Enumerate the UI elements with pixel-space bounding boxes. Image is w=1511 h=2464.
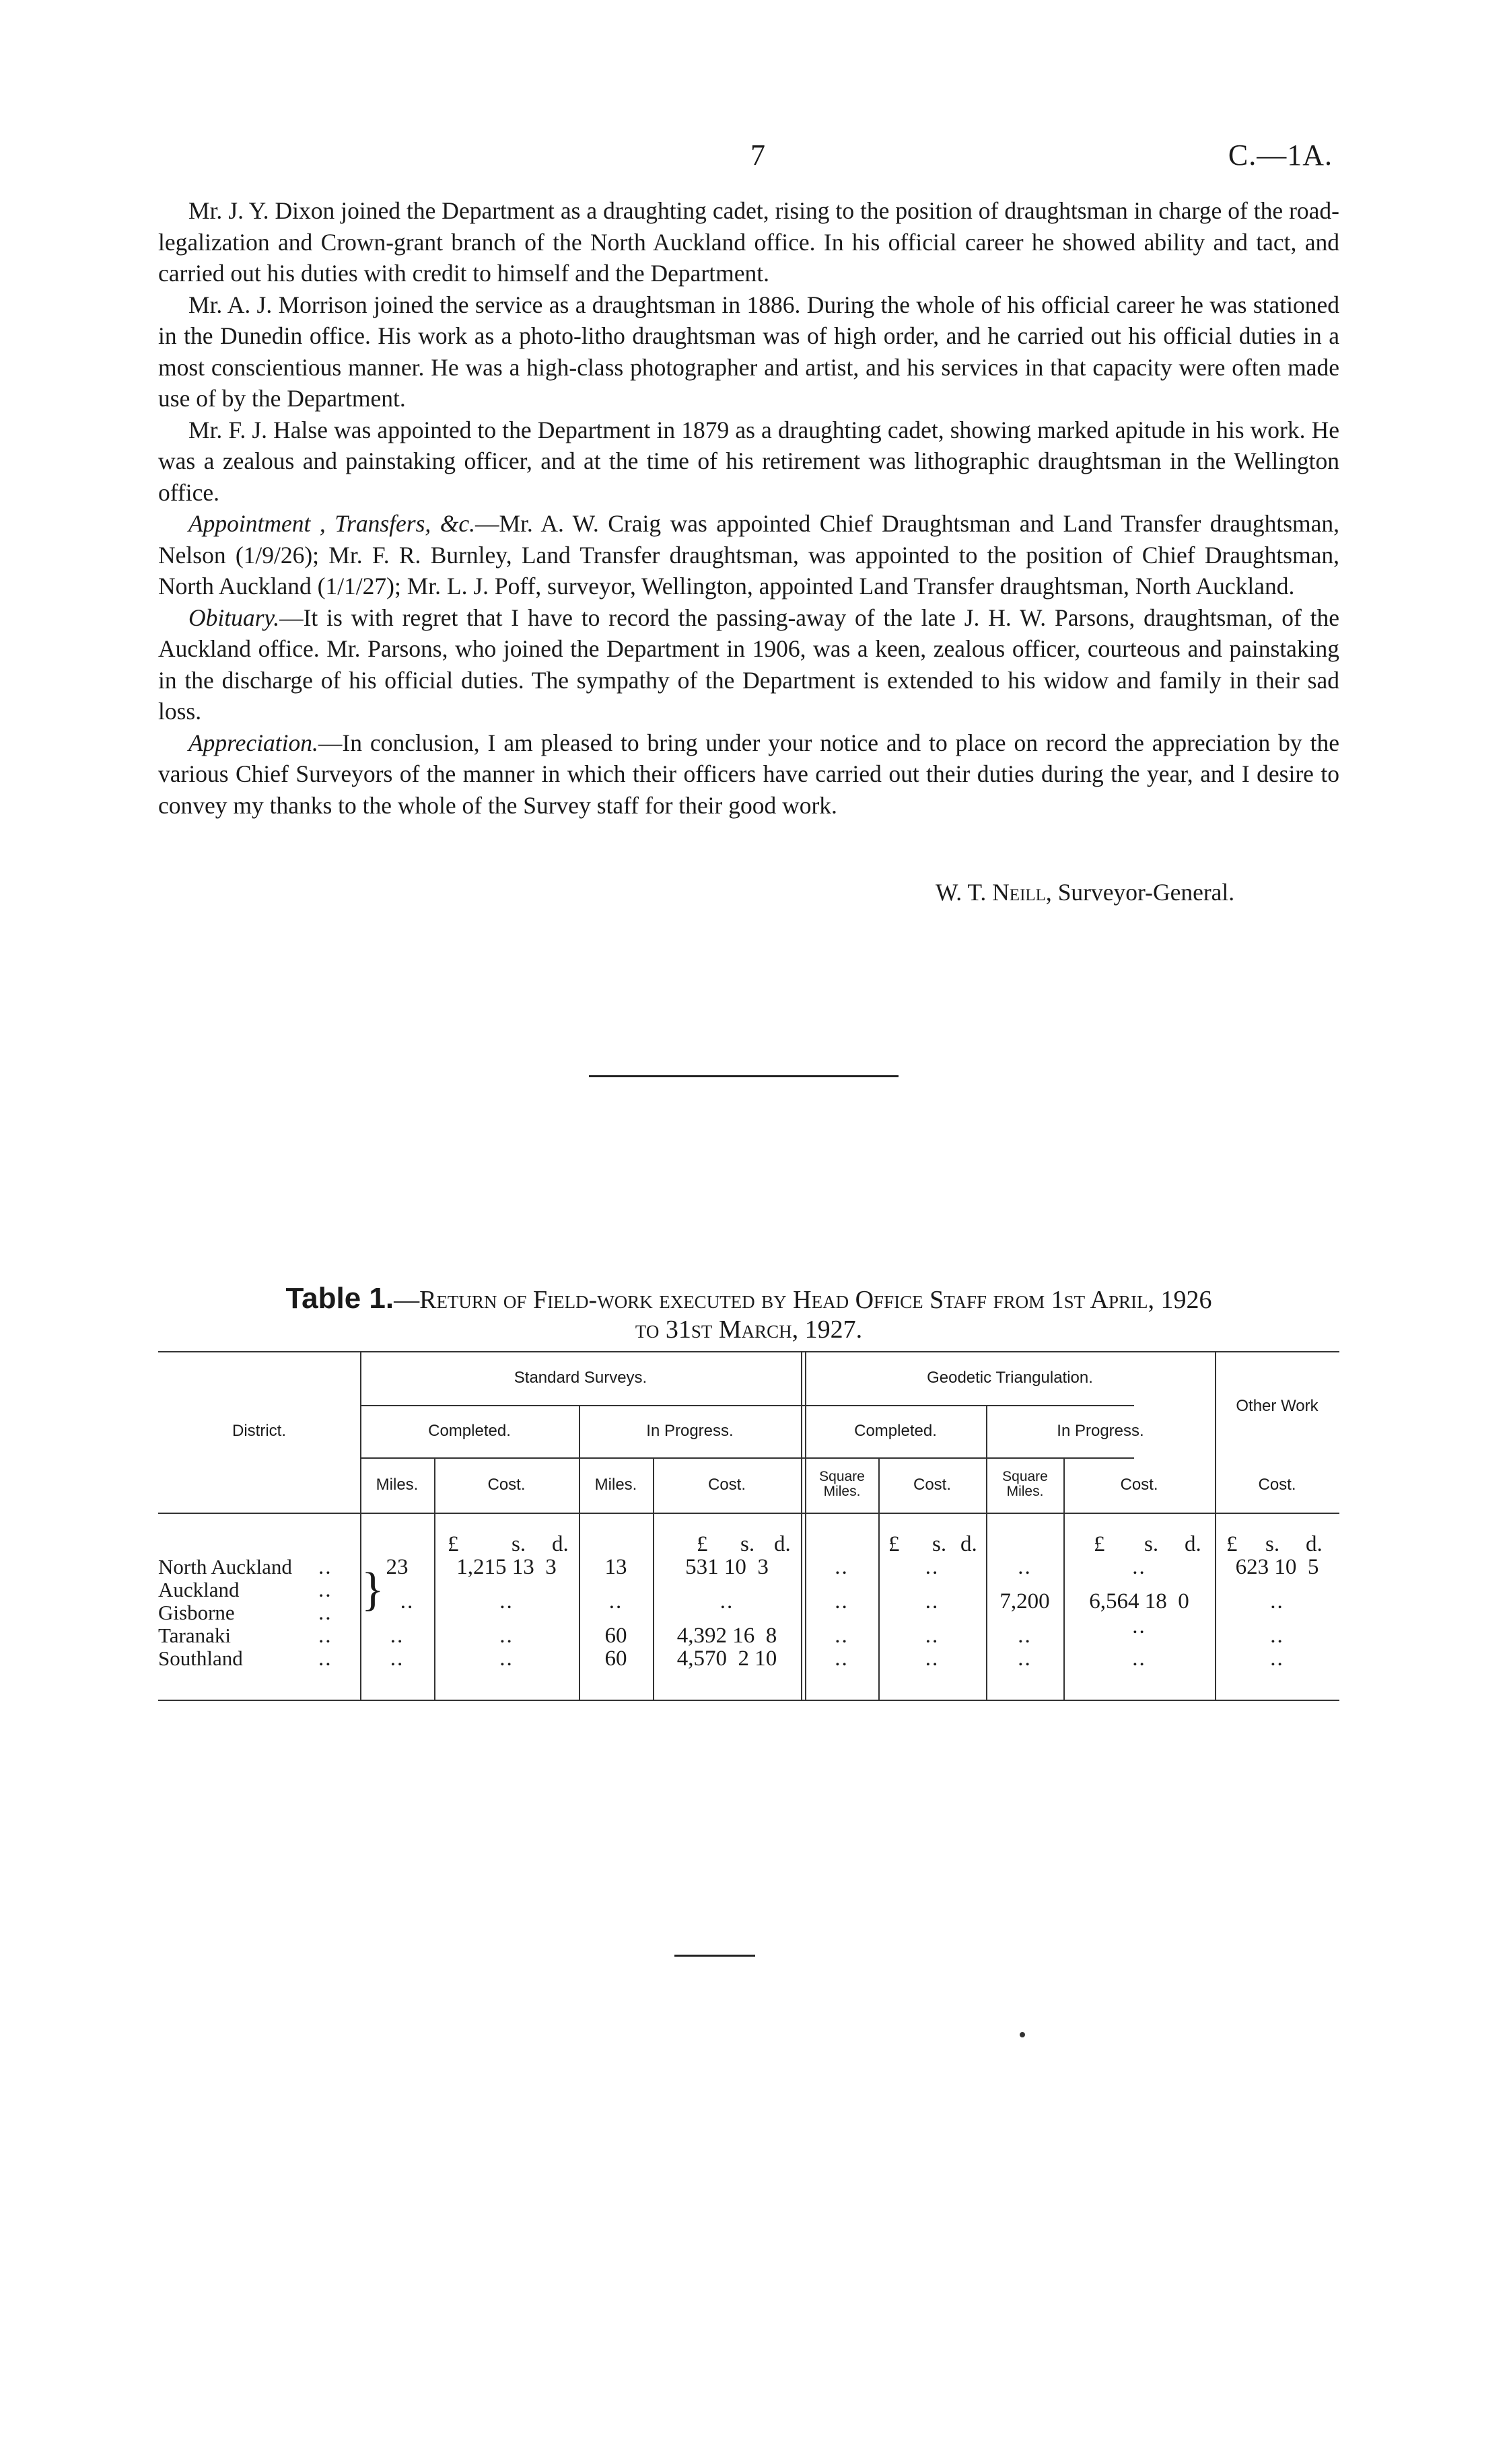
table-top-rule <box>158 1351 1339 1352</box>
stray-mark <box>1020 2032 1025 2037</box>
taranaki-std-completed-miles: .. <box>390 1624 405 1648</box>
north-auckland-other-work-cost: 623 10 5 <box>1235 1555 1319 1579</box>
currency-pence: d. <box>1306 1532 1323 1556</box>
district-north-auckland: North Auckland <box>158 1555 292 1579</box>
southland-other-work-cost: .. <box>1270 1646 1284 1671</box>
header-std-completed-cost: Cost. <box>487 1476 526 1494</box>
table-label: Table 1. <box>285 1282 394 1315</box>
header-geo-completed: Completed. <box>854 1422 937 1440</box>
leader: .. <box>318 1578 332 1602</box>
header-district: District. <box>232 1422 286 1440</box>
header-standard-surveys: Standard Surveys. <box>514 1369 647 1387</box>
table-bottom-rule <box>158 1700 1339 1701</box>
header-std-progress-miles: Miles. <box>594 1476 637 1494</box>
end-divider <box>674 1955 755 1957</box>
currency-pound: £ <box>697 1532 708 1556</box>
header-geodetic-triangulation: Geodetic Triangulation. <box>927 1369 1093 1387</box>
signature-name: W. T. Neill, <box>936 879 1052 906</box>
currency-pound: £ <box>448 1532 459 1556</box>
auckland-gisborne-geo-completed-sq-miles: .. <box>835 1589 849 1614</box>
auckland-gisborne-std-completed-miles: .. <box>400 1589 415 1614</box>
signature <box>936 878 1234 906</box>
district-auckland: Auckland <box>158 1578 240 1601</box>
obituary-heading: Obituary. <box>188 604 280 631</box>
currency-shilling: s. <box>1144 1532 1159 1556</box>
appreciation-heading: Appreciation. <box>188 729 318 756</box>
header-geo-completed-cost: Cost. <box>913 1476 951 1494</box>
north-auckland-geo-progress-sq-miles: .. <box>1018 1555 1032 1579</box>
southland-std-completed-cost: .. <box>499 1646 514 1671</box>
signature-title: Surveyor-General. <box>1057 879 1235 906</box>
southland-geo-progress-cost: .. <box>1132 1646 1146 1671</box>
header-std-in-progress: In Progress. <box>646 1422 734 1440</box>
auckland-gisborne-std-progress-miles: .. <box>608 1589 623 1614</box>
currency-pound: £ <box>1094 1532 1105 1556</box>
auckland-gisborne-std-progress-cost: .. <box>719 1589 734 1614</box>
auckland-gisborne-std-completed-cost: .. <box>499 1589 514 1614</box>
currency-shilling: s. <box>1265 1532 1280 1556</box>
report-body <box>158 195 1339 821</box>
auckland-gisborne-geo-progress-cost: 6,564 18 0 <box>1089 1589 1189 1614</box>
paragraph-obituary <box>158 602 1339 727</box>
paragraph-morrison: Mr. A. J. Morrison joined the service as a draughtsman in 1886. During the whole of his official career he was stationed in the Dunedin office. His work as a photo-litho draughtsman was of high order, and he carried out his official duties in a most conscientious manner. He was a high-class photographer and artist, and his services in that capacity were often made use of by the Department. <box>158 291 1339 412</box>
currency-shilling: s. <box>932 1532 947 1556</box>
taranaki-other-work-cost: .. <box>1270 1624 1284 1648</box>
appointments-heading: Appointment , Transfers, &c. <box>188 510 475 537</box>
currency-pence: d. <box>774 1532 791 1556</box>
southland-std-progress-miles: 60 <box>604 1646 627 1671</box>
currency-pound: £ <box>1226 1532 1238 1556</box>
district-gisborne: Gisborne <box>158 1601 235 1624</box>
auckland-gisborne-geo-completed-cost: .. <box>925 1589 940 1614</box>
header-rule-1 <box>360 1405 1134 1406</box>
page-header <box>0 138 1511 178</box>
header-other-work-cost: Cost. <box>1258 1476 1296 1494</box>
auckland-gisborne-other-work-cost: .. <box>1270 1589 1284 1614</box>
currency-pound: £ <box>888 1532 900 1556</box>
header-std-progress-cost: Cost. <box>707 1476 746 1494</box>
section-divider <box>589 1075 899 1077</box>
table-title <box>158 1284 1339 1344</box>
header-bottom-rule <box>158 1513 1339 1514</box>
southland-geo-progress-sq-miles: .. <box>1018 1646 1032 1671</box>
leader: .. <box>318 1646 332 1671</box>
currency-pence: d. <box>1185 1532 1201 1556</box>
leader: .. <box>318 1555 332 1579</box>
header-geo-progress-sq-miles: Square Miles. <box>1002 1469 1048 1499</box>
north-auckland-std-completed-cost: 1,215 13 3 <box>456 1555 557 1579</box>
header-std-completed: Completed. <box>428 1422 511 1440</box>
paragraph-appointments <box>158 508 1339 602</box>
north-auckland-geo-completed-sq-miles: .. <box>835 1555 849 1579</box>
header-geo-in-progress: In Progress. <box>1057 1422 1144 1440</box>
taranaki-std-progress-cost: 4,392 16 8 <box>676 1624 777 1648</box>
col-rule <box>801 1351 802 1701</box>
header-geo-progress-cost: Cost. <box>1120 1476 1158 1494</box>
taranaki-geo-progress-sq-miles: .. <box>1018 1624 1032 1648</box>
currency-pence: d. <box>960 1532 977 1556</box>
southland-std-completed-miles: .. <box>390 1646 405 1671</box>
southland-geo-completed-sq-miles: .. <box>835 1646 849 1671</box>
field-work-table <box>158 1351 1339 1701</box>
taranaki-geo-progress-cost: .. <box>1132 1614 1146 1638</box>
appointments-text: —Mr. A. W. Craig was appointed Chief Draughtsman and Land Transfer draughtsman, Nelson (1/9/26); Mr. F. R. Burnley, Land Transfer draughtsman, was appointed to the position of Chief Draughtsman, North Auckland (1/1/27); Mr. L. J. Poff, surveyor, Wellington, appointed Land Transfer draughtsman, North Auckland. <box>158 510 1340 600</box>
header-geo-completed-sq-miles: Square Miles. <box>819 1469 865 1499</box>
table-heading-line2: to 31st March, 1927. <box>635 1315 863 1344</box>
taranaki-std-completed-cost: .. <box>499 1624 514 1648</box>
taranaki-geo-completed-sq-miles: .. <box>835 1624 849 1648</box>
southland-geo-completed-cost: .. <box>925 1646 940 1671</box>
paragraph-appreciation <box>158 727 1339 822</box>
district-southland: Southland <box>158 1646 243 1670</box>
currency-shilling: s. <box>512 1532 526 1556</box>
north-auckland-geo-completed-cost: .. <box>925 1555 940 1579</box>
header-rule-2 <box>360 1457 1134 1459</box>
southland-std-progress-cost: 4,570 2 10 <box>676 1646 777 1671</box>
page-number: 7 <box>750 139 765 172</box>
appreciation-text: —In conclusion, I am pleased to bring under your notice and to place on record the appreciation by the various Chief Surveyors of the manner in which their officers have carried out their duties during the year, and I desire to convey my thanks to the whole of the Survey staff for their good work. <box>158 729 1339 819</box>
leader: .. <box>318 1601 332 1625</box>
table-heading-line1: —Return of Field-work executed by Head Office Staff from 1st April, 1926 <box>394 1286 1212 1314</box>
north-auckland-std-progress-miles: 13 <box>604 1555 627 1579</box>
north-auckland-std-completed-miles: 23 <box>386 1555 409 1579</box>
currency-shilling: s. <box>740 1532 755 1556</box>
bracket-auckland-gisborne: } <box>361 1564 384 1616</box>
taranaki-geo-completed-cost: .. <box>925 1624 940 1648</box>
header-other-work: Other Work <box>1236 1397 1319 1415</box>
north-auckland-std-progress-cost: 531 10 3 <box>685 1555 769 1579</box>
paragraph-halse: Mr. F. J. Halse was appointed to the Department in 1879 as a draughting cadet, showing marked apitude in his work. He was a zealous and painstaking officer, and at the time of his retirement was lithographic draughtsman in the Wellington office. <box>158 416 1339 506</box>
taranaki-std-progress-miles: 60 <box>604 1624 627 1648</box>
district-taranaki: Taranaki <box>158 1624 231 1647</box>
header-std-completed-miles: Miles. <box>376 1476 419 1494</box>
auckland-gisborne-geo-progress-sq-miles: 7,200 <box>999 1589 1050 1614</box>
currency-pence: d. <box>552 1532 569 1556</box>
obituary-text: —It is with regret that I have to record the passing-away of the late J. H. W. Parsons, draughtsman, of the Auckland office. Mr. Parsons, who joined the Department in 1906, was a keen, zealous officer, courteous and painstaking in the discharge of his official duties. The sympathy of the Department is extended to his widow and family in their sad loss. <box>158 604 1339 725</box>
document-code: C.—1A. <box>1228 139 1333 172</box>
leader: .. <box>318 1624 332 1648</box>
paragraph-dixon: Mr. J. Y. Dixon joined the Department as a draughting cadet, rising to the position of draughtsman in charge of the road-legalization and Crown-grant branch of the North Auckland office. In his official career he showed ability and tact, and carried out his duties with credit to himself and the Department. <box>158 197 1339 287</box>
north-auckland-geo-progress-cost: .. <box>1132 1555 1146 1579</box>
